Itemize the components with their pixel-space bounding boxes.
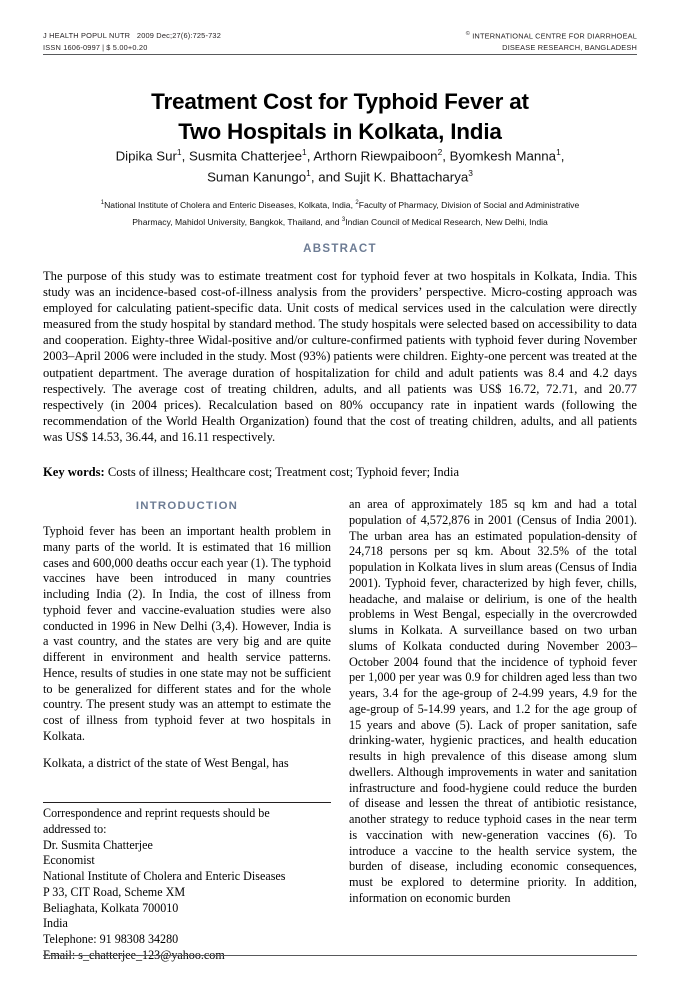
author-1-affiliation-marker: 1	[176, 147, 182, 157]
correspondence-name: Dr. Susmita Chatterjee	[43, 837, 153, 852]
abstract-heading: ABSTRACT	[303, 243, 377, 255]
affiliation-2: Faculty of Pharmacy, Division of Social and Administrative	[358, 200, 580, 210]
publisher-line-2: DISEASE RESEARCH, BANGLADESH	[502, 43, 637, 53]
affiliation-marker-1: 1	[100, 200, 105, 207]
correspondence-email[interactable]: Email: s_chatterjee_123@yahoo.com	[43, 948, 225, 963]
author-5: Suman Kanungo	[207, 169, 307, 185]
author-3-affiliation-marker: 2	[437, 147, 443, 157]
correspondence-divider-rule	[43, 802, 331, 803]
journal-citation-line	[43, 30, 221, 42]
author-6: and Sujit K. Bhattacharya	[318, 169, 469, 185]
affiliation-2-cont: Pharmacy, Mahidol University, Bangkok, Thailand, and	[132, 216, 340, 227]
correspondence-institution: National Institute of Cholera and Enteric Diseases	[43, 869, 286, 884]
footer-divider-rule	[43, 955, 637, 956]
author-list: Dipika Sur$^1$, Susmita Chatterjee$^1$, Arthorn Riewpaiboon$^2$, Byomkesh Manna$^1$, Suman Kanungo$^1$, and Sujit K. Bhattacharya$^3$	[115, 147, 565, 185]
affiliation-3: Indian Council of Medical Research, New Delhi, India	[345, 216, 548, 227]
introduction-heading: INTRODUCTION	[135, 500, 239, 512]
journal-name: J HEALTH POPUL NUTR	[43, 31, 131, 40]
publisher-name-part1: INTERNATIONAL CENTRE FOR DIARRHOEAL	[472, 31, 637, 41]
author-4-affiliation-marker: 1	[556, 147, 561, 157]
correspondence-line-2: addressed to:	[43, 821, 107, 836]
introduction-paragraph-2-start: Kolkata, a district of the state of West Bengal, has	[43, 755, 289, 770]
correspondence-city: Beliaghata, Kolkata 700010	[43, 900, 179, 915]
column-right	[349, 497, 637, 907]
affiliation-marker-2: 2	[355, 200, 359, 207]
title-line-1: Treatment Cost for Typhoid Fever at	[151, 89, 529, 115]
correspondence-street: P 33, CIT Road, Scheme XM	[43, 884, 186, 899]
correspondence-country: India	[43, 916, 68, 931]
introduction-paragraph-2-continued: an area of approximately 185 sq km and had a total population of 4,572,876 in 2001 (Census of India 2001). The urban area has an estimated population-density of 24,718 persons per sq km. About 32.5% of the total population in Kolkata lives in slum areas (Census of India 2001). Typhoid fever, characterized by high fever, chills, headache, and malaise or delirium, is one of the health problems in West Bengal, especially in the overcrowded slums in Kolkata. A surveillance based on two urban slums of Kolkata conducted during November 2003–October 2004 found that the incidence of typhoid fever per 1,000 per year was 0.9 for children aged less than two years, 3.4 for the age-group of 2-4.99 years, 4.9 for the age-group of 5-14.99 years, and 1.2 for the age group of 15 years and above (5). Lack of proper sanitation, safe drinking-water, hygienic practices, and health education results in high prevalence of this disease among slum dwellers. Although improvements in water and sanitation infrastructure and food-hygiene could reduce the burden of disease and lessen the threat of antibiotic resistance, another strategy to reduce typhoid cases in the near term is vaccination with new-generation vaccines (6). To introduce a vaccine to the health service system, the burden of disease, including economic consequences, must be explored to determine priority. In addition, information on economic burden	[349, 497, 637, 905]
correspondence-telephone: Telephone: 91 98308 34280	[43, 932, 179, 947]
title-line-2: Two Hospitals in Kolkata, India	[178, 118, 502, 144]
keywords-value: Costs of illness; Healthcare cost; Treatment cost; Typhoid fever; India	[107, 465, 460, 479]
price-value: $ 5.00+0.20	[106, 42, 148, 52]
author-3: Arthorn Riewpaiboon	[313, 148, 438, 164]
issn-price-line	[43, 42, 221, 54]
introduction-paragraph-1: Typhoid fever has been an important health problem in many parts of the world. It is estimated that 16 million cases and 600,000 deaths occur each year (1). The typhoid vaccines have been introduced in many countries including India (2). In India, the cost of illness from typhoid fever and vaccine-evaluation studies were also conducted in 1996 in New Delhi (3,4). However, India is a vast country, and the states are very big and are quite different in environment and health service patterns. Hence, results of studies in one state may not be sufficient to be generalized for different states and for the whole country. The present study was an attempt to estimate the cost of illness from typhoid fever at two hospitals in Kolkata.	[43, 524, 331, 743]
issn-value: ISSN 1606-0997	[43, 42, 101, 52]
masthead	[43, 30, 637, 54]
author-4: Byomkesh Manna	[449, 148, 557, 164]
author-1: Dipika Sur	[115, 148, 177, 164]
author-2: Susmita Chatterjee	[188, 148, 303, 164]
affiliation-list	[43, 197, 637, 231]
masthead-separator: |	[102, 42, 105, 52]
correspondence-block	[43, 806, 331, 964]
masthead-right	[466, 30, 637, 54]
keywords-label: Key words:	[43, 465, 105, 479]
publisher-line-1	[466, 30, 637, 42]
correspondence-role: Economist	[43, 853, 95, 868]
affiliation-1: National Institute of Cholera and Enteric Diseases, Kolkata, India,	[104, 200, 353, 210]
masthead-divider-rule	[43, 54, 637, 55]
journal-citation: 2009 Dec;27(6):725-732	[136, 31, 221, 40]
page-title	[60, 87, 620, 147]
correspondence-line-1: Correspondence and reprint requests should be	[43, 806, 270, 820]
copyright-icon: ©	[465, 31, 470, 37]
author-2-affiliation-marker: 1	[302, 147, 307, 157]
abstract-text: The purpose of this study was to estimate treatment cost for typhoid fever at two hospitals in Kolkata, India. This study was an incidence-based cost-of-illness analysis from the providers’ perspective. Micro-costing approach was employed for calculating patient-specific data. Unit costs of medical services used in the calculation were directly measured from the study hospital by standard method. The study hospitals were selected based on accessibility to data and cooperation. Eighty-three Widal-positive and/or culture-confirmed patients with typhoid fever during November 2003–April 2006 were included in the study. Most (93%) patients were children. Eighty-one percent was treated at the outpatient department. The average duration of hospitalization for child and adult patients was 8.4 and 4.2 days respectively. The average cost of treating children, adults, and all patients was US$ 16.72, 72.71, and 20.77 respectively (in 2004 prices). Recalculation based on 80% occupancy rate in inpatient wards (following the recommendation of the World Health Organization) found that the cost of treating children, adults, and all patients was US$ 14.53, 36.44, and 16.11 respectively.	[43, 269, 637, 444]
masthead-left	[43, 30, 221, 54]
column-left	[43, 500, 331, 771]
author-5-affiliation-marker: 1	[306, 168, 311, 179]
keywords	[43, 464, 637, 480]
affiliation-marker-3: 3	[341, 216, 346, 223]
author-6-affiliation-marker: 3	[468, 168, 473, 179]
